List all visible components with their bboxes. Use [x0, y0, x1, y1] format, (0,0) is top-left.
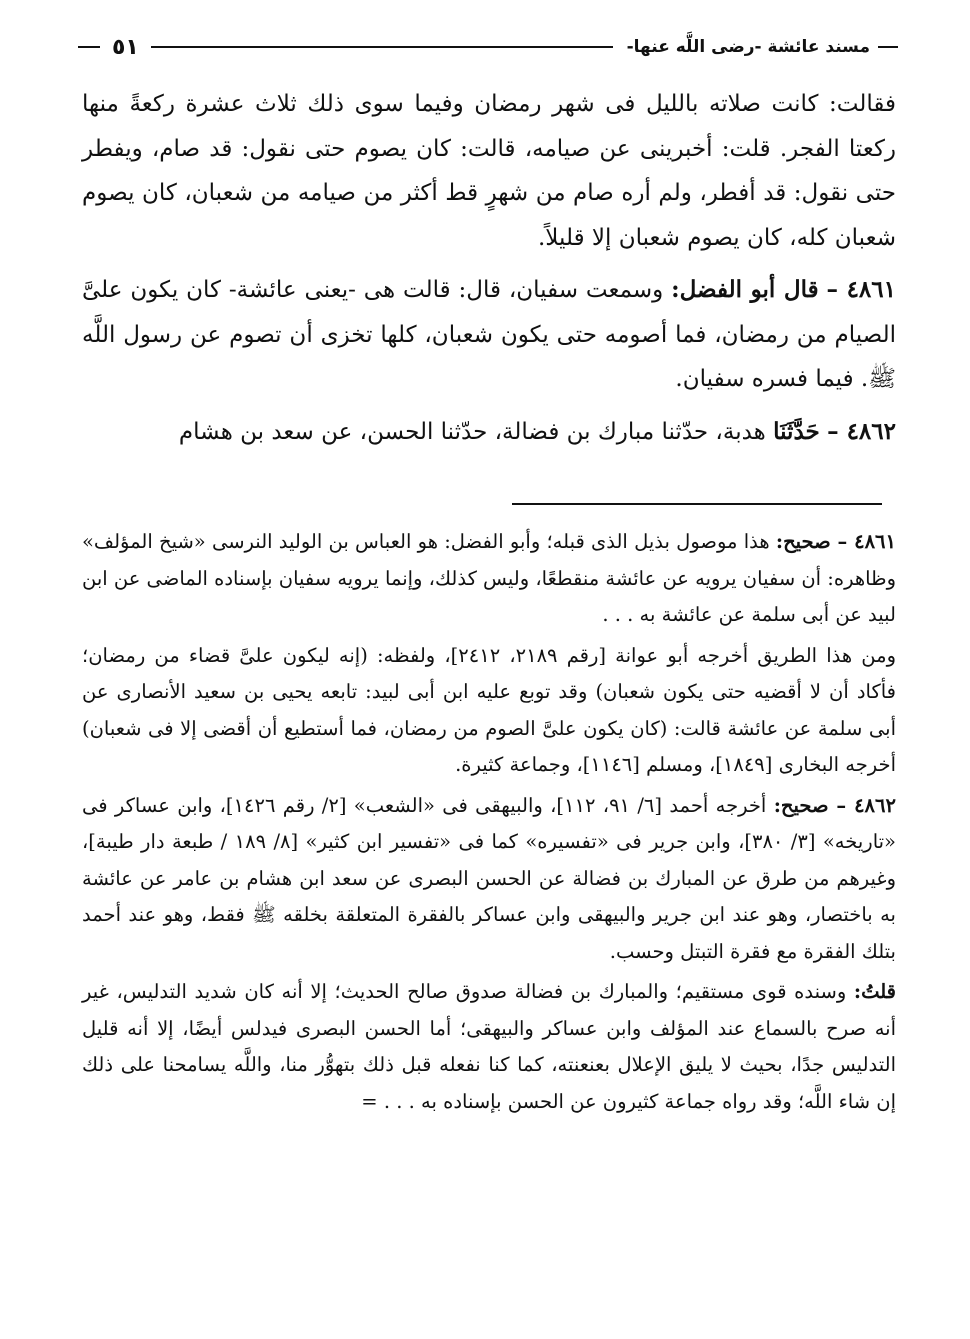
- footnotes: [82, 524, 896, 1124]
- footnote-label: ٤٨٦١ – صحيح:: [775, 530, 896, 553]
- footnote-4861: [82, 524, 896, 634]
- page-number: ٥١: [112, 34, 139, 60]
- hadith-number: ٤٨٦١ –: [826, 276, 896, 303]
- commentary-label: قلتُ:: [853, 980, 896, 1003]
- header-dash-right: [878, 46, 898, 48]
- main-text: [82, 82, 896, 462]
- hadith-text: هدبة، حدّثنا مبارك بن فضالة، حدّثنا الحسن، عن سعد بن هشام: [178, 418, 766, 445]
- commentary-text: وسنده قوى مستقيم؛ والمبارك بن فضالة صدوق صالح الحديث؛ إلا أنه كان شديد التدليس، غير أنه صرح بالسماع عند المؤلف وابن عساكر والبيهقى؛ أما الحسن البصرى فيدلس أيضًا، إلا أنه قليل التدليس جدًا، بحيث لا يليق الإعلال بعنعنته، كما كنا نفعله قبل ذلك بتهوُّر منا، واللَّه يسامحنا على ذلك إن شاء اللَّه؛ وقد رواه جماعة كثيرون عن الحسن بإسناده به . . . =: [82, 980, 896, 1113]
- footnote-4862: [82, 788, 896, 971]
- hadith-narrator: حَدَّثَنَا: [773, 417, 820, 445]
- footnote-4861-continued: ومن هذا الطريق أخرجه أبو عوانة [رقم ٢١٨٩، ٢٤١٢]، ولفظه: (إنه ليكون علىَّ قضاء من رمضان؛ فأكاد أن لا أقضيه حتى يكون شعبان) وقد توبع عليه ابن أبى لبيد: تابعه يحيى بن سعيد الأنصارى عن أبى سلمة عن عائشة قالت: (كان يكون علىَّ الصوم من رمضان، فما أستطيع أن أقضى إلا فى شعبان) أخرجه البخارى [١٨٤٩]، ومسلم [١١٤٦]، وجماعة كثيرة.: [82, 643, 897, 776]
- header-title: مسند عائشة -رضى اللَّه عنها-: [626, 37, 870, 57]
- footnote-commentary: [82, 974, 896, 1120]
- footnote-label: ٤٨٦٢ – صحيح:: [773, 793, 896, 817]
- footnote-text: هذا موصول بذيل الذى قبله؛ وأبو الفضل: هو العباس بن الوليد النرسى «شيخ المؤلف» وظاهره: أن سفيان يرويه عن عائشة منقطعًا، وليس كذلك، وإنما يرويه سفيان بإسناده الماضى عن ابن لبيد عن أبى سلمة عن عائشة به . . .: [81, 530, 896, 626]
- footnote-separator: [512, 503, 882, 505]
- header-rule: [151, 46, 613, 48]
- footnote-text: أخرجه أحمد [٦/ ٩١، ١١٢]، والبيهقى فى «الشعب» [٢/ رقم ١٤٢٦]، وابن عساكر فى «تاريخه» [٣/ ٣٨٠]، وابن جرير فى «تفسيره» كما فى «تفسير ابن كثير» [٨/ ١٨٩ / طبعة دار طيبة]، وغيرهم من طرق عن المبارك بن فضالة عن الحسن البصرى عن سعد ابن هشام بن عامر عن عائشة به باختصار، وهو عند ابن جرير والبيهقى وابن عساكر بالفقرة المتعلقة بخلقه ﷺ فقط، وهو عند أحمد بتلك الفقرة مع فقرة التبتل وحسب.: [82, 793, 896, 963]
- hadith-text: وسمعت سفيان، قال: قالت هى -يعنى عائشة- كان يكون علىَّ الصيام من رمضان، فما أصومه حتى يكون شعبان، كلها تخزى أن تصوم عن رسول اللَّه ﷺ. فيما فسره سفيان.: [82, 277, 896, 392]
- hadith-4861: [82, 268, 896, 402]
- hadith-narrator: قال أبو الفضل:: [671, 276, 819, 303]
- hadith-4862: [82, 410, 896, 455]
- hadith-number: ٤٨٦٢ –: [827, 417, 896, 445]
- running-header: [78, 30, 898, 64]
- paragraph-continuation: فقالت: كانت صلاته بالليل فى شهر رمضان وفيما سوى ذلك ثلاث عشرة ركعةً منها ركعتا الفجر. قلت: أخبرينى عن صيامه، قالت: كان يصوم حتى نقول: قد صام، ويفطر حتى نقول: قد أفطر، ولم أره صام من شهرٍ قط أكثر من صيامه من شعبان، كان يصوم شعبان كله، كان يصوم شعبان إلا قليلاً.: [82, 91, 896, 251]
- header-dash-left: [78, 46, 100, 48]
